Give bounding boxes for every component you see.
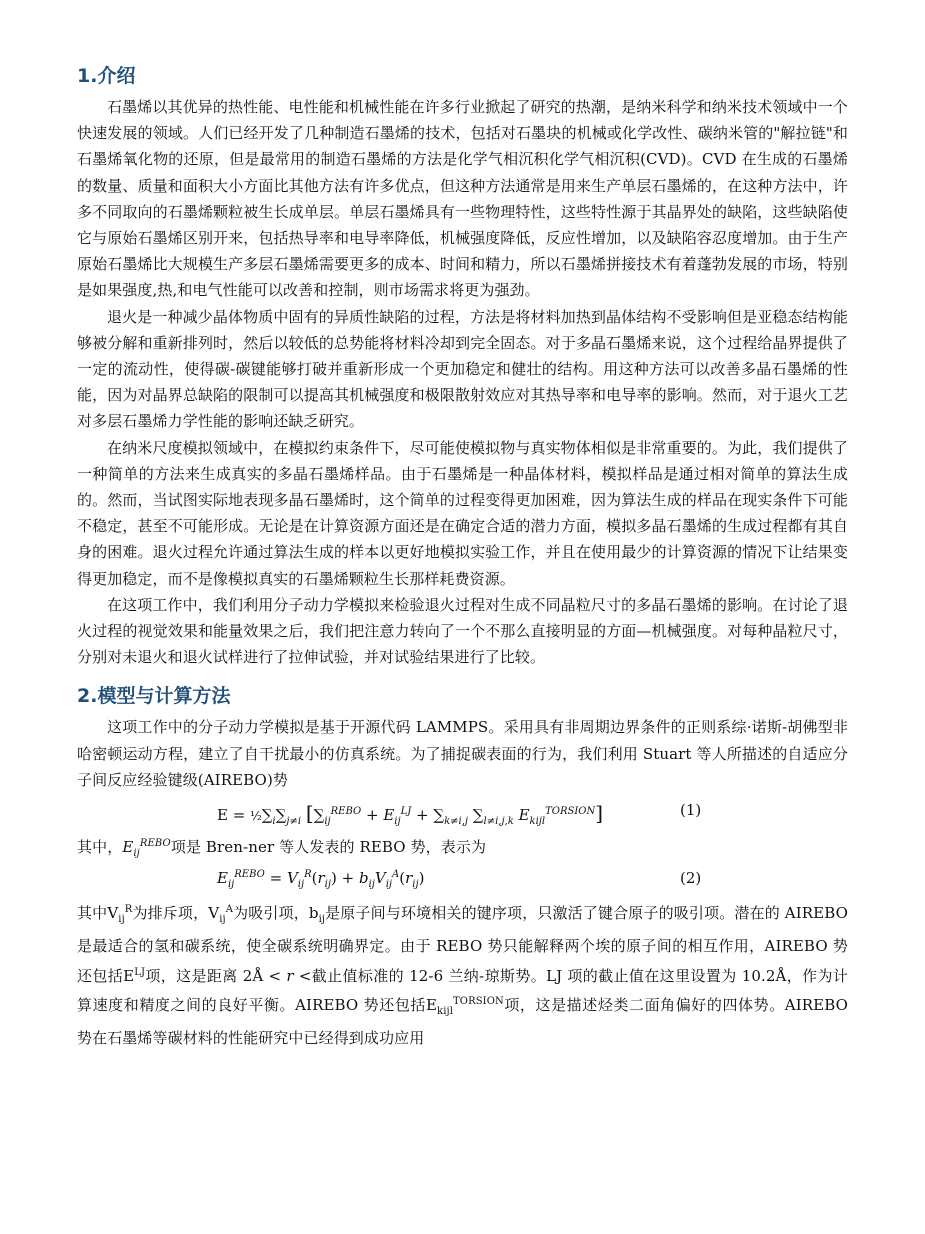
model-paragraph-1: 这项工作中的分子动力学模拟是基于开源代码 LAMMPS。采用具有非周期边界条件的正则系综·诺斯-胡佛型非哈密顿运动方程，建立了自干扰最小的仿真系统。为了捕捉碳表面的行为，我们利用 Stuart 等人所描述的自适应分子间反应经验键级(AIREBO)势 (77, 718, 848, 789)
intro-paragraph-3: 在纳米尺度模拟领域中，在模拟约束条件下，尽可能使模拟物与真实物体相似是非常重要的。为此，我们提供了一种简单的方法来生成真实的多晶石墨烯样品。由于石墨烯是一种晶体材料，模拟样品是通过相对简单的算法生成的。然而，当试图实际地表现多晶石墨烯时，这个简单的过程变得更加困难，因为算法生成的样品在现实条件下可能不稳定，甚至不可能形成。无论是在计算资源方面还是在确定合适的潜力方面，模拟多晶石墨烯的生成过程都有其自身的困难。退火过程允许通过算法生成的样本以更好地模拟实验工作，并且在使用最少的计算资源的情况下让结果变得更加稳定，而不是像模拟真实的石墨烯颗粒生长那样耗费资源。 (77, 438, 848, 588)
equation-2-formula: $E_{ij}^{REBO} = V_{ij}^R(r_{ij}) + b_{ij}V_{ij}^A(r_{ij})$ (217, 869, 425, 891)
model-paragraph-2: 其中，$E_{ij}^{REBO}$项是 Bren-ner 等人发表的 REBO 势，表示为 (77, 838, 487, 860)
equation-1 (77, 793, 848, 831)
model-paragraph-3: 其中$V_{ij}^R$为排斥项，$V_{ij}^A$为吸引项，$b_{ij}$是原子间与环境相关的键序项，只激活了键合原子的吸引项。潜在的 AIREBO 是最适合的氢和碳系统，使全碳系统明确界定。由于 REBO 势只能解释两个埃的原子间的相互作用，AIREBO 势还包括$E^{LJ}$项，这是距离 2Å < r <截止值标准的 12-6 兰纳-琼斯势。LJ 项的截止值在这里设置为 10.2Å，作为计算速度和精度之间的良好平衡。AIREBO 势还包括$E_{kijl}^{TORSION}$项，这是描述烃类二面角偏好的四体势。AIREBO 势在石墨烯等碳材料的性能研究中已经得到成功应用 (77, 904, 849, 1048)
section-heading-model: 2.模型与计算方法 (77, 685, 231, 708)
intro-paragraph-4: 在这项工作中，我们利用分子动力学模拟来检验退火过程对生成不同晶粒尺寸的多晶石墨烯的影响。在讨论了退火过程的视觉效果和能量效果之后，我们把注意力转向了一个不那么直接明显的方面—机械强度。对每种晶粒尺寸，分别对未退火和退火试样进行了拉伸试验，并对试验结果进行了比较。 (77, 595, 848, 667)
equation-2-number: (2) (680, 869, 702, 888)
section-heading-intro: 1.介绍 (77, 65, 136, 87)
intro-paragraph-2: 退火是一种减少晶体物质中固有的异质性缺陷的过程，方法是将材料加热到晶体结构不受影响但是亚稳态结构能够被分解和重新排列时，然后以较低的总势能将材料冷却到完全固态。对于多晶石墨烯来说，这个过程给晶界提供了一定的流动性，使得碳-碳键能够打破并重新形成一个更加稳定和健壮的结构。用这种方法可以改善多晶石墨烯的性能，因为对晶界总缺陷的限制可以提高其机械强度和极限散射效应对其热导率和电导率的影响。然而，对于退火工艺对多层石墨烯力学性能的影响还缺乏研究。 (77, 307, 848, 431)
equation-2 (77, 867, 848, 897)
equation-1-formula: $E = \frac{1}{2}\sum_i\sum_{j\ne i}$ [$\sum_{ij}^{REBO} + E_{ij}^{LJ} + \sum_{k\ne i,j}$ $\sum_{l\ne i,j,k}$ $E_{kijl}^{TORSION}$] (217, 801, 604, 828)
equation-1-number: (1) (680, 801, 702, 820)
intro-paragraph-1: 石墨烯以其优异的热性能、电性能和机械性能在许多行业掀起了研究的热潮，是纳米科学和纳米技术领域中一个快速发展的领域。人们已经开发了几种制造石墨烯的技术，包括对石墨块的机械或化学改性、碳纳米管的"解拉链"和石墨烯氧化物的还原，但是最常用的制造石墨烯的方法是化学气相沉积化学气相沉积(CVD)。CVD 在生成的石墨烯的数量、质量和面积大小方面比其他方法有许多优点，但这种方法通常是用来生产单层石墨烯的，在这种方法中，许多不同取向的石墨烯颗粒被生长成单层。单层石墨烯具有一些物理特性，这些特性源于其晶界处的缺陷，这些缺陷使它与原始石墨烯区别开来，包括热导率和电导率降低，机械强度降低，反应性增加，以及缺陷容忍度增加。由于生产原始石墨烯比大规模生产多层石墨烯需要更多的成本、时间和精力，所以石墨烯拼接技术有着蓬勃发展的市场，特别是如果强度,热,和电气性能可以改善和控制，则市场需求将更为强劲。 (77, 98, 848, 300)
